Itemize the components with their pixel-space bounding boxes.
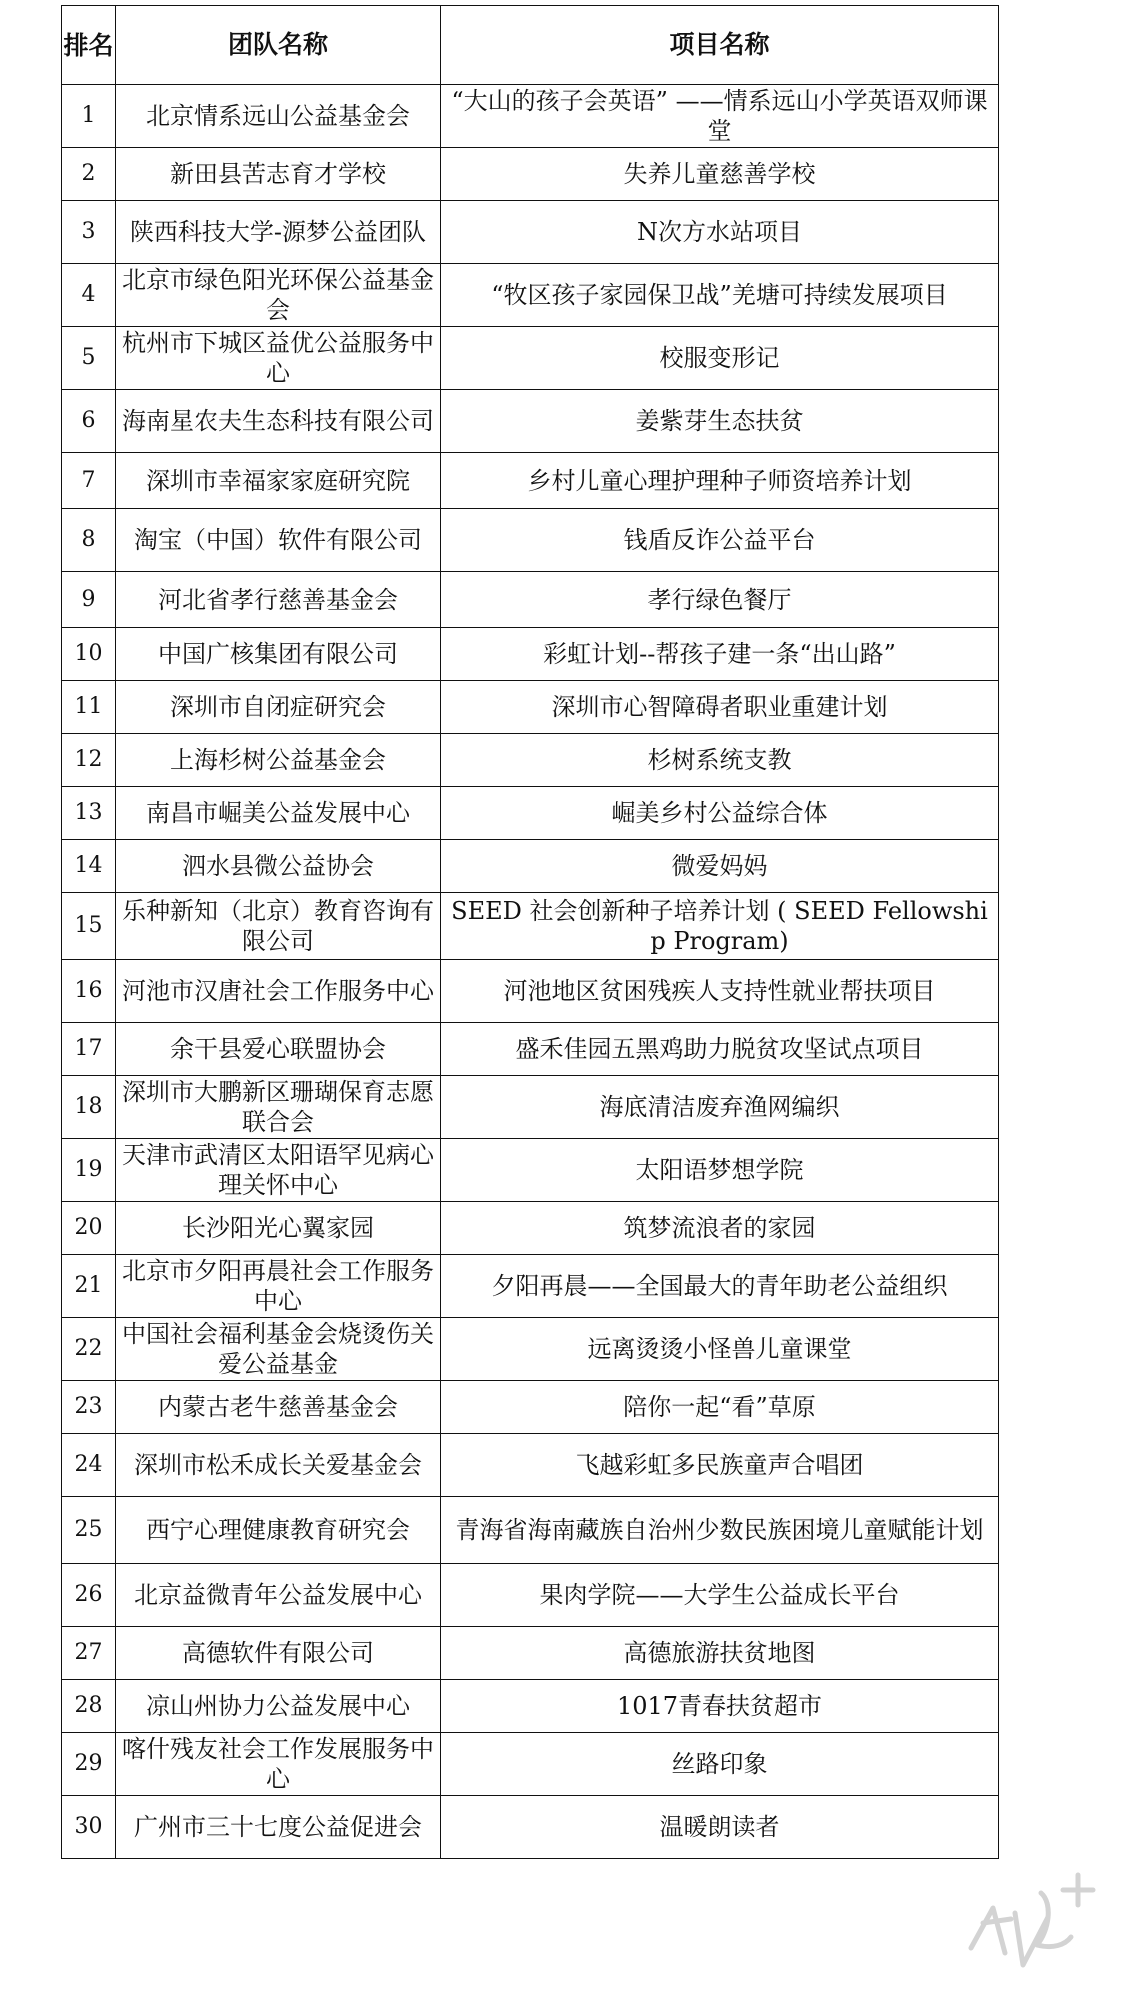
cell-rank: 5 [62,327,116,390]
table-row [62,681,999,734]
cell-rank: 20 [62,1202,116,1255]
cell-rank: 9 [62,572,116,628]
cell-team: 乐种新知（北京）教育咨询有限公司 [116,893,441,960]
table-row [62,1434,999,1497]
cell-project: 彩虹计划--帮孩子建一条“出山路” [441,628,999,681]
cell-team: 南昌市崛美公益发展中心 [116,787,441,840]
cell-rank: 15 [62,893,116,960]
cell-project: 海底清洁废弃渔网编织 [441,1076,999,1139]
cell-project: SEED 社会创新种子培养计划 ( SEED Fellowship Program) [441,893,999,960]
cell-project: 微爱妈妈 [441,840,999,893]
table-row [62,453,999,509]
cell-rank: 6 [62,390,116,453]
cell-project: 乡村儿童心理护理种子师资培养计划 [441,453,999,509]
cell-project: 果肉学院——大学生公益成长平台 [441,1564,999,1627]
cell-rank: 26 [62,1564,116,1627]
header-project: 项目名称 [441,6,999,85]
cell-team: 北京市绿色阳光环保公益基金会 [116,264,441,327]
cell-team: 余干县爱心联盟协会 [116,1023,441,1076]
cell-rank: 3 [62,201,116,264]
cell-project: 1017青春扶贫超市 [441,1680,999,1733]
table-row [62,572,999,628]
header-rank: 排名 [62,6,116,85]
table-row [62,1318,999,1381]
table-row [62,1680,999,1733]
cell-project: 远离烫烫小怪兽儿童课堂 [441,1318,999,1381]
cell-team: 深圳市幸福家家庭研究院 [116,453,441,509]
table-row [62,1381,999,1434]
cell-team: 西宁心理健康教育研究会 [116,1497,441,1564]
cell-project: 陪你一起“看”草原 [441,1381,999,1434]
cell-team: 内蒙古老牛慈善基金会 [116,1381,441,1434]
table-row [62,734,999,787]
cell-project: 校服变形记 [441,327,999,390]
cell-team: 深圳市大鹏新区珊瑚保育志愿联合会 [116,1076,441,1139]
header-team: 团队名称 [116,6,441,85]
table-row [62,327,999,390]
ranking-sheet [61,5,998,1859]
cell-team: 泗水县微公益协会 [116,840,441,893]
cell-team: 杭州市下城区益优公益服务中心 [116,327,441,390]
cell-rank: 17 [62,1023,116,1076]
cell-rank: 13 [62,787,116,840]
cell-team: 喀什残友社会工作发展服务中心 [116,1733,441,1796]
cell-team: 北京市夕阳再晨社会工作服务中心 [116,1255,441,1318]
cell-rank: 2 [62,148,116,201]
cell-team: 上海杉树公益基金会 [116,734,441,787]
table-row [62,148,999,201]
table-row [62,840,999,893]
cell-project: 盛禾佳园五黑鸡助力脱贫攻坚试点项目 [441,1023,999,1076]
cell-rank: 25 [62,1497,116,1564]
cell-rank: 4 [62,264,116,327]
cell-rank: 21 [62,1255,116,1318]
cell-team: 高德软件有限公司 [116,1627,441,1680]
table-row [62,960,999,1023]
cell-team: 中国社会福利基金会烧烫伤关爱公益基金 [116,1318,441,1381]
cell-project: “大山的孩子会英语” ——情系远山小学英语双师课堂 [441,85,999,148]
table-row [62,1497,999,1564]
cell-team: 凉山州协力公益发展中心 [116,1680,441,1733]
nanfang-watermark-icon [953,1853,1113,1983]
cell-project: 孝行绿色餐厅 [441,572,999,628]
table-row [62,893,999,960]
table-row [62,1564,999,1627]
cell-project: 河池地区贫困残疾人支持性就业帮扶项目 [441,960,999,1023]
cell-rank: 10 [62,628,116,681]
cell-rank: 16 [62,960,116,1023]
table-row [62,85,999,148]
table-header [62,6,999,85]
table-row [62,1255,999,1318]
cell-rank: 28 [62,1680,116,1733]
table-row [62,390,999,453]
ranking-table [61,5,999,1859]
cell-rank: 8 [62,509,116,572]
cell-project: 杉树系统支教 [441,734,999,787]
table-row [62,201,999,264]
table-row [62,787,999,840]
cell-project: 失养儿童慈善学校 [441,148,999,201]
cell-project: 高德旅游扶贫地图 [441,1627,999,1680]
cell-team: 陕西科技大学-源梦公益团队 [116,201,441,264]
cell-project: N次方水站项目 [441,201,999,264]
cell-rank: 1 [62,85,116,148]
cell-rank: 27 [62,1627,116,1680]
cell-rank: 29 [62,1733,116,1796]
cell-project: “牧区孩子家园保卫战”羌塘可持续发展项目 [441,264,999,327]
table-row [62,1202,999,1255]
cell-team: 海南星农夫生态科技有限公司 [116,390,441,453]
cell-team: 新田县苦志育才学校 [116,148,441,201]
cell-rank: 23 [62,1381,116,1434]
table-row [62,628,999,681]
cell-rank: 18 [62,1076,116,1139]
cell-team: 河北省孝行慈善基金会 [116,572,441,628]
cell-rank: 22 [62,1318,116,1381]
cell-rank: 14 [62,840,116,893]
cell-team: 中国广核集团有限公司 [116,628,441,681]
cell-project: 飞越彩虹多民族童声合唱团 [441,1434,999,1497]
cell-rank: 30 [62,1796,116,1859]
cell-rank: 7 [62,453,116,509]
table-row [62,1733,999,1796]
cell-team: 河池市汉唐社会工作服务中心 [116,960,441,1023]
table-row [62,264,999,327]
cell-project: 丝路印象 [441,1733,999,1796]
table-row [62,1139,999,1202]
cell-team: 广州市三十七度公益促进会 [116,1796,441,1859]
cell-rank: 19 [62,1139,116,1202]
cell-project: 钱盾反诈公益平台 [441,509,999,572]
cell-project: 崛美乡村公益综合体 [441,787,999,840]
cell-rank: 12 [62,734,116,787]
table-row [62,1627,999,1680]
cell-team: 深圳市松禾成长关爱基金会 [116,1434,441,1497]
table-row [62,1796,999,1859]
table-row [62,1076,999,1139]
cell-team: 淘宝（中国）软件有限公司 [116,509,441,572]
cell-project: 夕阳再晨——全国最大的青年助老公益组织 [441,1255,999,1318]
cell-project: 温暖朗读者 [441,1796,999,1859]
table-row [62,1023,999,1076]
cell-project: 青海省海南藏族自治州少数民族困境儿童赋能计划 [441,1497,999,1564]
cell-team: 深圳市自闭症研究会 [116,681,441,734]
cell-team: 北京情系远山公益基金会 [116,85,441,148]
cell-rank: 11 [62,681,116,734]
table-row [62,509,999,572]
cell-team: 天津市武清区太阳语罕见病心理关怀中心 [116,1139,441,1202]
cell-project: 深圳市心智障碍者职业重建计划 [441,681,999,734]
cell-project: 太阳语梦想学院 [441,1139,999,1202]
table-body [62,85,999,1859]
cell-team: 长沙阳光心翼家园 [116,1202,441,1255]
cell-project: 筑梦流浪者的家园 [441,1202,999,1255]
cell-rank: 24 [62,1434,116,1497]
cell-team: 北京益微青年公益发展中心 [116,1564,441,1627]
cell-project: 姜紫芽生态扶贫 [441,390,999,453]
